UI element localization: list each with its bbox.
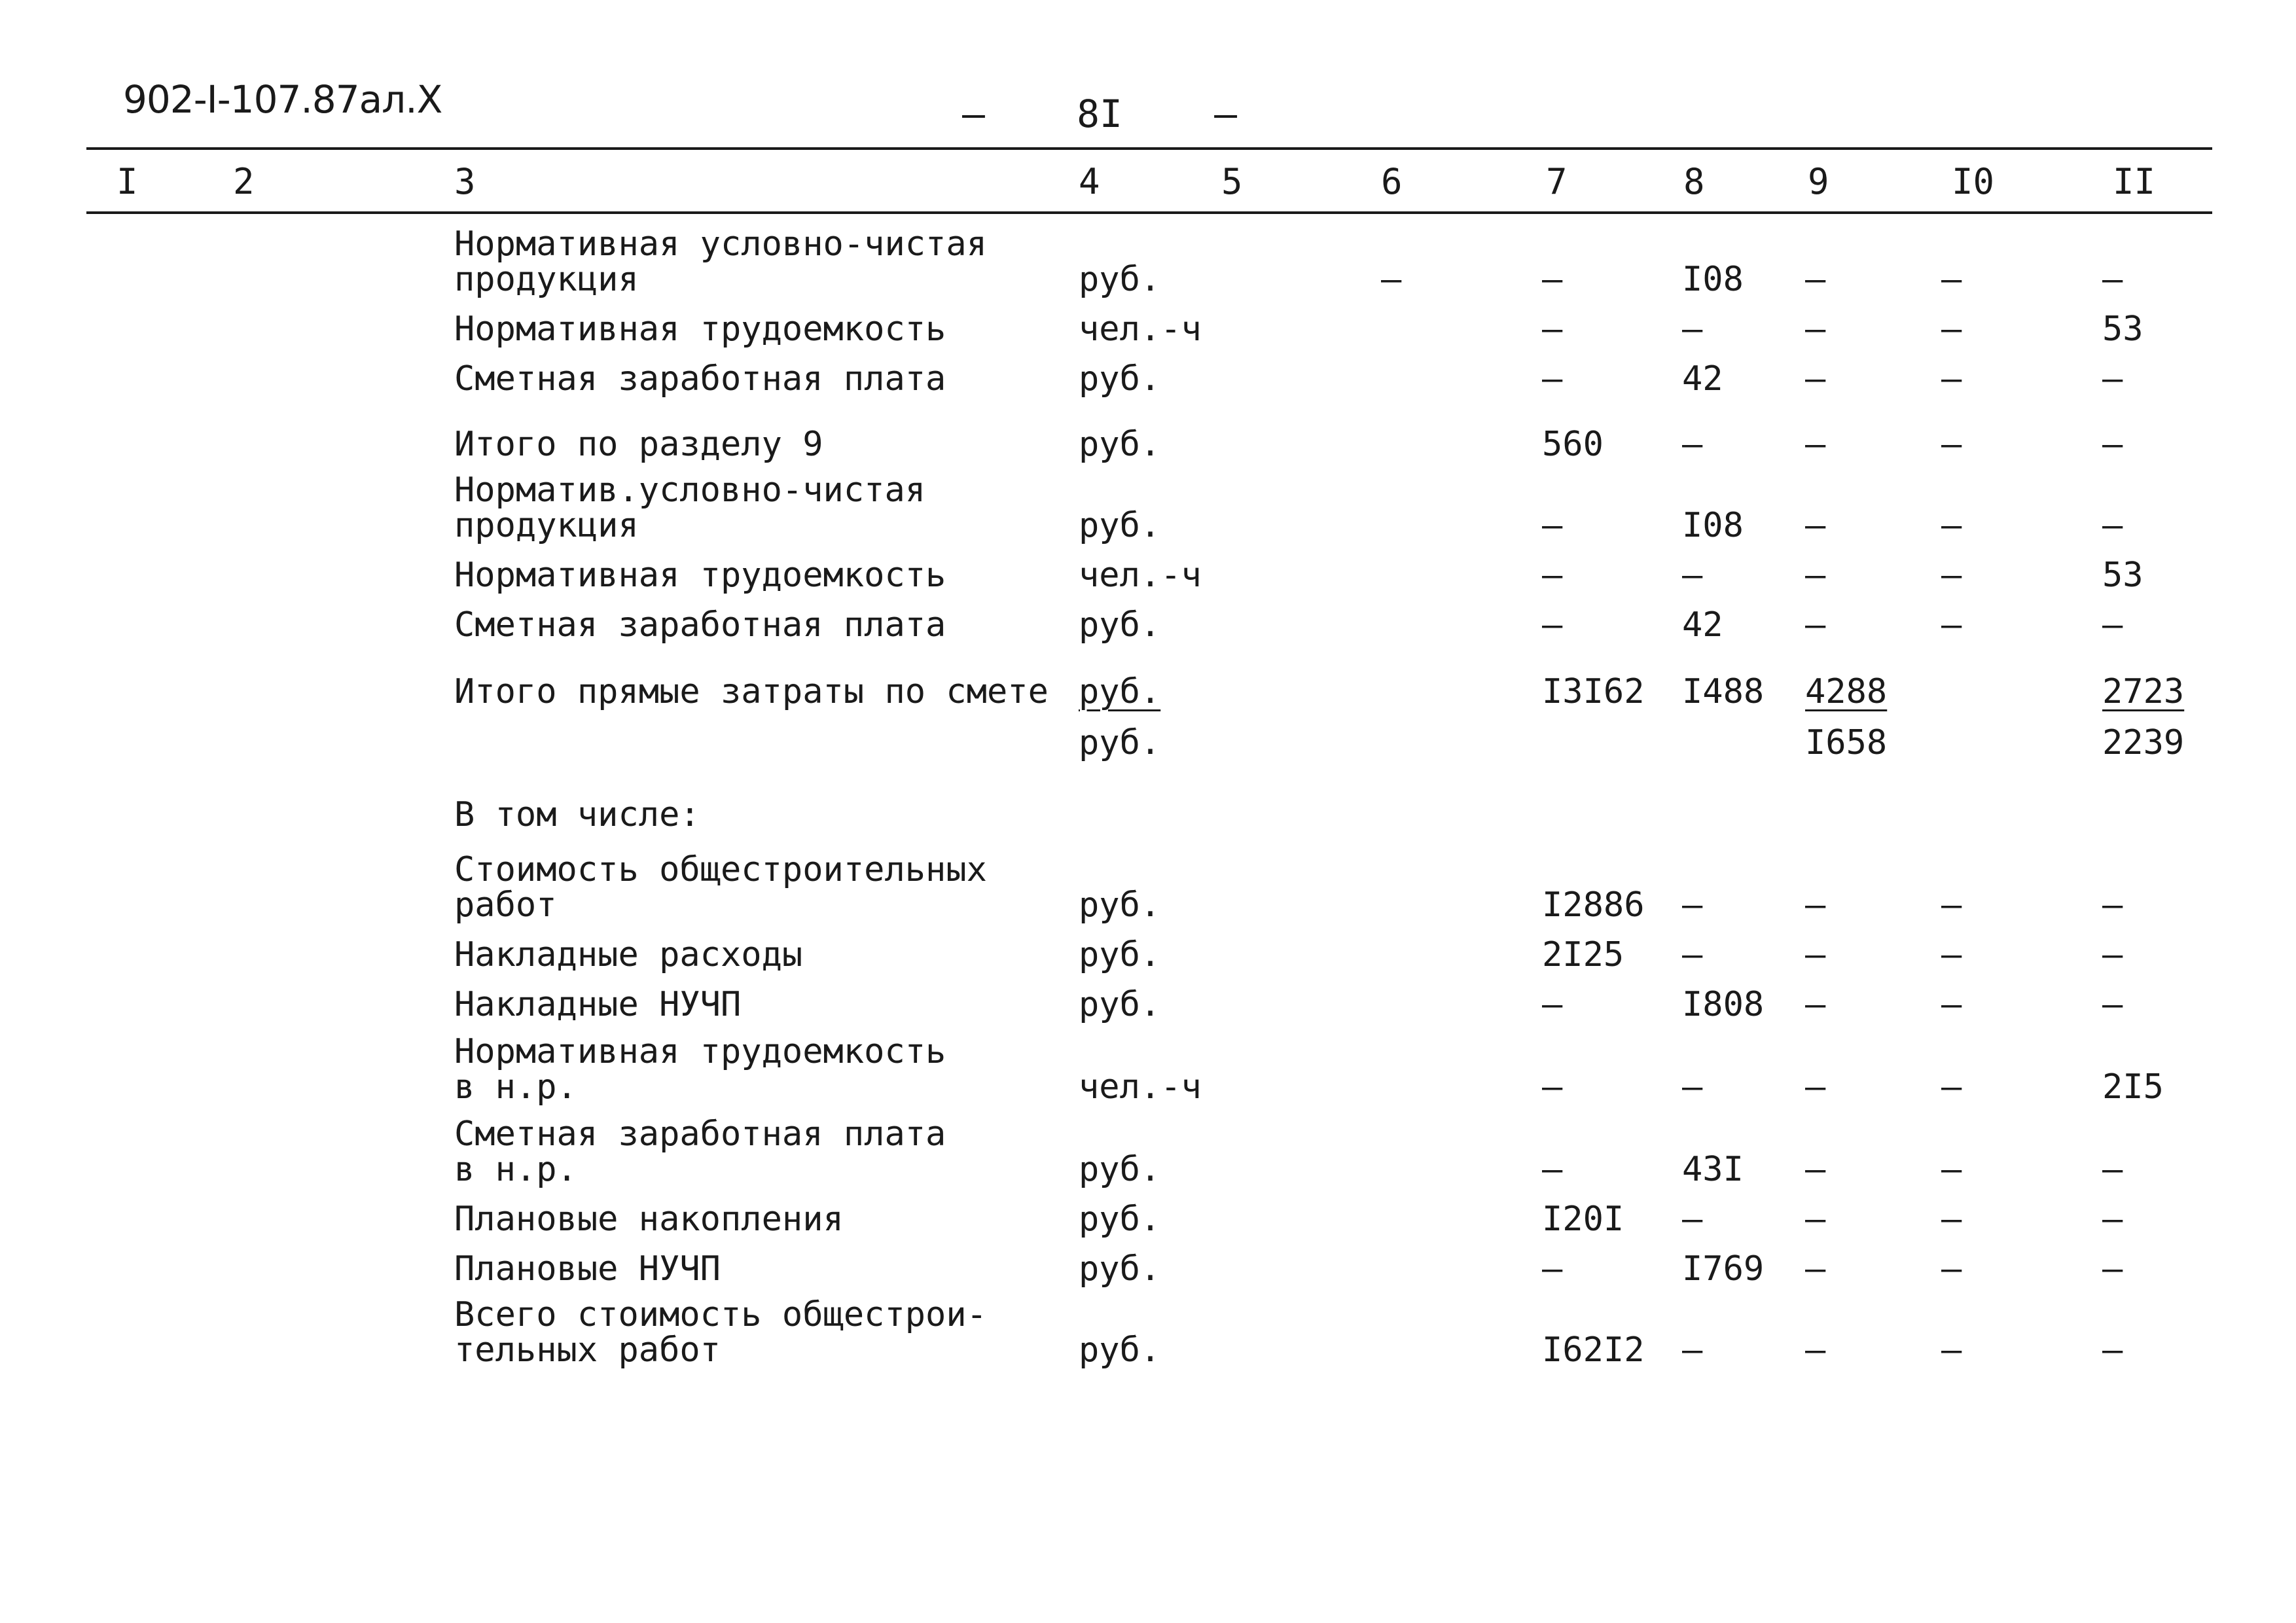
table-row-2-col-7: – (1542, 310, 1563, 349)
header-bottom-rule (86, 211, 2212, 214)
table-row-12-col-11: – (2102, 985, 2123, 1024)
table-row-11-col-8: – (1682, 935, 1703, 974)
table-row-13-label: Нормативная трудоемкость в н.р. (454, 1032, 946, 1107)
table-row-2-col-8: – (1682, 310, 1703, 349)
table-row-8-label: Итого прямые затраты по смете (454, 672, 1049, 711)
table-row-17-col-9: – (1805, 1330, 1826, 1370)
table-row-4-col-9: – (1805, 425, 1826, 464)
table-row-7-col-11: – (2102, 605, 2123, 645)
table-row-14-col-9: – (1805, 1150, 1826, 1189)
table-row-6-col-8: – (1682, 556, 1703, 595)
table-row-17-unit: руб. (1079, 1330, 1161, 1370)
table-row-7-col-7: – (1542, 605, 1563, 645)
table-row-8-col-9-denominator: I658 (1805, 723, 1888, 762)
table-row-2-col-9: – (1805, 310, 1826, 349)
table-row-5-col-11: – (2102, 506, 2123, 545)
table-row-10-label: Стоимость общестроительных работ (454, 850, 987, 925)
page-number-dash-left: – (962, 92, 985, 136)
table-row-16-col-11: – (2102, 1249, 2123, 1289)
table-row-16-col-10: – (1941, 1249, 1962, 1289)
table-row-12-col-9: – (1805, 985, 1826, 1024)
table-row-2-unit: чел.-ч (1079, 310, 1202, 349)
table-row-12-col-8: I808 (1682, 985, 1765, 1024)
table-row-2-col-10: – (1941, 310, 1962, 349)
table-row-15-unit: руб. (1079, 1200, 1161, 1239)
table-row-1-col-6: – (1381, 260, 1402, 299)
page-number-value: 8I (1077, 92, 1122, 136)
table-row-6-col-7: – (1542, 556, 1563, 595)
table-row-11-unit: руб. (1079, 935, 1161, 974)
table-row-5-col-9: – (1805, 506, 1826, 545)
table-row-15-col-9: – (1805, 1200, 1826, 1239)
table-row-16-label: Плановые НУЧП (454, 1249, 721, 1289)
table-row-2-label: Нормативная трудоемкость (454, 310, 946, 349)
table-row-3-col-11: – (2102, 359, 2123, 399)
table-row-5-label: Норматив.условно-чистая продукция (454, 471, 926, 545)
table-row-16-col-9: – (1805, 1249, 1826, 1289)
table-row-7-col-8: 42 (1682, 605, 1723, 645)
table-row-16-unit: руб. (1079, 1249, 1161, 1289)
table-row-8-unit: руб. (1079, 672, 1161, 711)
table-row-7-label: Сметная заработная плата (454, 605, 946, 645)
table-row-9-label: В том числе: (454, 795, 700, 834)
table-row-4-col-7: 560 (1542, 425, 1604, 464)
document-code: 902-I-107.87ал.X (123, 77, 442, 122)
table-row-11-col-11: – (2102, 935, 2123, 974)
table-row-10-col-10: – (1941, 885, 1962, 925)
page-number-dash-right: – (1214, 92, 1237, 136)
table-row-6-col-10: – (1941, 556, 1962, 595)
table-row-3-unit: руб. (1079, 359, 1161, 399)
table-row-4-col-8: – (1682, 425, 1703, 464)
table-row-6-col-11: 53 (2102, 556, 2144, 595)
table-row-7-col-9: – (1805, 605, 1826, 645)
table-row-3-col-9: – (1805, 359, 1826, 399)
table-row-1-col-8: I08 (1682, 260, 1744, 299)
column-header-4: 4 (1079, 161, 1100, 202)
table-row-2-col-11: 53 (2102, 310, 2144, 349)
table-row-10-col-8: – (1682, 885, 1703, 925)
table-row-15-col-7: I20I (1542, 1200, 1624, 1239)
table-row-3-label: Сметная заработная плата (454, 359, 946, 399)
table-row-10-col-9: – (1805, 885, 1826, 925)
column-header-11: II (2113, 161, 2156, 202)
table-row-1-col-9: – (1805, 260, 1826, 299)
table-row-8-col-9: 4288 (1805, 672, 1888, 711)
table-row-13-unit: чел.-ч (1079, 1067, 1202, 1107)
top-rule (86, 147, 2212, 150)
table-row-15-col-11: – (2102, 1200, 2123, 1239)
table-row-4-unit: руб. (1079, 425, 1161, 464)
table-row-5-col-8: I08 (1682, 506, 1744, 545)
table-row-7-unit: руб. (1079, 605, 1161, 645)
table-row-6-unit: чел.-ч (1079, 556, 1202, 595)
column-header-9: 9 (1808, 161, 1829, 202)
table-row-1-unit: руб. (1079, 260, 1161, 299)
table-row-1-col-7: – (1542, 260, 1563, 299)
table-row-7-col-10: – (1941, 605, 1962, 645)
table-row-6-label: Нормативная трудоемкость (454, 556, 946, 595)
table-row-8-col-11: 2723 (2102, 672, 2185, 711)
column-header-1: I (117, 161, 138, 202)
table-row-16-col-7: – (1542, 1249, 1563, 1289)
table-row-11-col-10: – (1941, 935, 1962, 974)
table-row-15-col-10: – (1941, 1200, 1962, 1239)
table-row-14-col-11: – (2102, 1150, 2123, 1189)
table-row-3-col-7: – (1542, 359, 1563, 399)
table-row-1-col-11: – (2102, 260, 2123, 299)
table-row-17-col-7: I62I2 (1542, 1330, 1645, 1370)
table-row-13-col-10: – (1941, 1067, 1962, 1107)
table-row-17-col-10: – (1941, 1330, 1962, 1370)
table-row-13-col-8: – (1682, 1067, 1703, 1107)
table-row-3-col-8: 42 (1682, 359, 1723, 399)
table-row-3-col-10: – (1941, 359, 1962, 399)
table-row-4-col-10: – (1941, 425, 1962, 464)
column-header-3: 3 (454, 161, 476, 202)
column-header-6: 6 (1381, 161, 1403, 202)
table-row-13-col-11: 2I5 (2102, 1067, 2164, 1107)
column-header-8: 8 (1683, 161, 1705, 202)
column-header-5: 5 (1221, 161, 1243, 202)
table-row-8-col-8: I488 (1682, 672, 1765, 711)
column-header-row (0, 159, 2296, 205)
table-row-6-col-9: – (1805, 556, 1826, 595)
table-row-16-col-8: I769 (1682, 1249, 1765, 1289)
table-row-17-col-8: – (1682, 1330, 1703, 1370)
table-row-12-label: Накладные НУЧП (454, 985, 742, 1024)
table-row-14-col-10: – (1941, 1150, 1962, 1189)
column-header-7: 7 (1546, 161, 1568, 202)
table-row-1-col-10: – (1941, 260, 1962, 299)
table-row-13-col-7: – (1542, 1067, 1563, 1107)
table-row-12-unit: руб. (1079, 985, 1161, 1024)
table-row-5-unit: руб. (1079, 506, 1161, 545)
table-row-14-label: Сметная заработная плата в н.р. (454, 1115, 946, 1189)
table-row-15-label: Плановые накопления (454, 1200, 844, 1239)
table-row-15-col-8: – (1682, 1200, 1703, 1239)
table-row-11-col-9: – (1805, 935, 1826, 974)
table-row-10-col-7: I2886 (1542, 885, 1645, 925)
table-row-13-col-9: – (1805, 1067, 1826, 1107)
table-row-11-label: Накладные расходы (454, 935, 803, 974)
column-header-2: 2 (233, 161, 255, 202)
table-row-14-col-8: 43I (1682, 1150, 1744, 1189)
table-row-14-unit: руб. (1079, 1150, 1161, 1189)
column-header-10: I0 (1952, 161, 1995, 202)
table-row-11-col-7: 2I25 (1542, 935, 1624, 974)
table-row-10-col-11: – (2102, 885, 2123, 925)
table-row-4-label: Итого по разделу 9 (454, 425, 823, 464)
page-number (962, 92, 1237, 136)
table-row-10-unit: руб. (1079, 885, 1161, 925)
table-row-12-col-10: – (1941, 985, 1962, 1024)
table-row-5-col-10: – (1941, 506, 1962, 545)
table-row-4-col-11: – (2102, 425, 2123, 464)
table-row-8-col-11-denominator: 2239 (2102, 723, 2185, 762)
table-row-14-col-7: – (1542, 1150, 1563, 1189)
table-row-5-col-7: – (1542, 506, 1563, 545)
table-row-8-unit-2: руб. (1079, 723, 1161, 762)
table-row-8-col-7: I3I62 (1542, 672, 1645, 711)
table-row-1-label: Нормативная условно-чистая продукция (454, 224, 987, 299)
table-row-12-col-7: – (1542, 985, 1563, 1024)
table-row-17-label: Всего стоимость общестрои- тельных работ (454, 1295, 987, 1370)
table-row-17-col-11: – (2102, 1330, 2123, 1370)
